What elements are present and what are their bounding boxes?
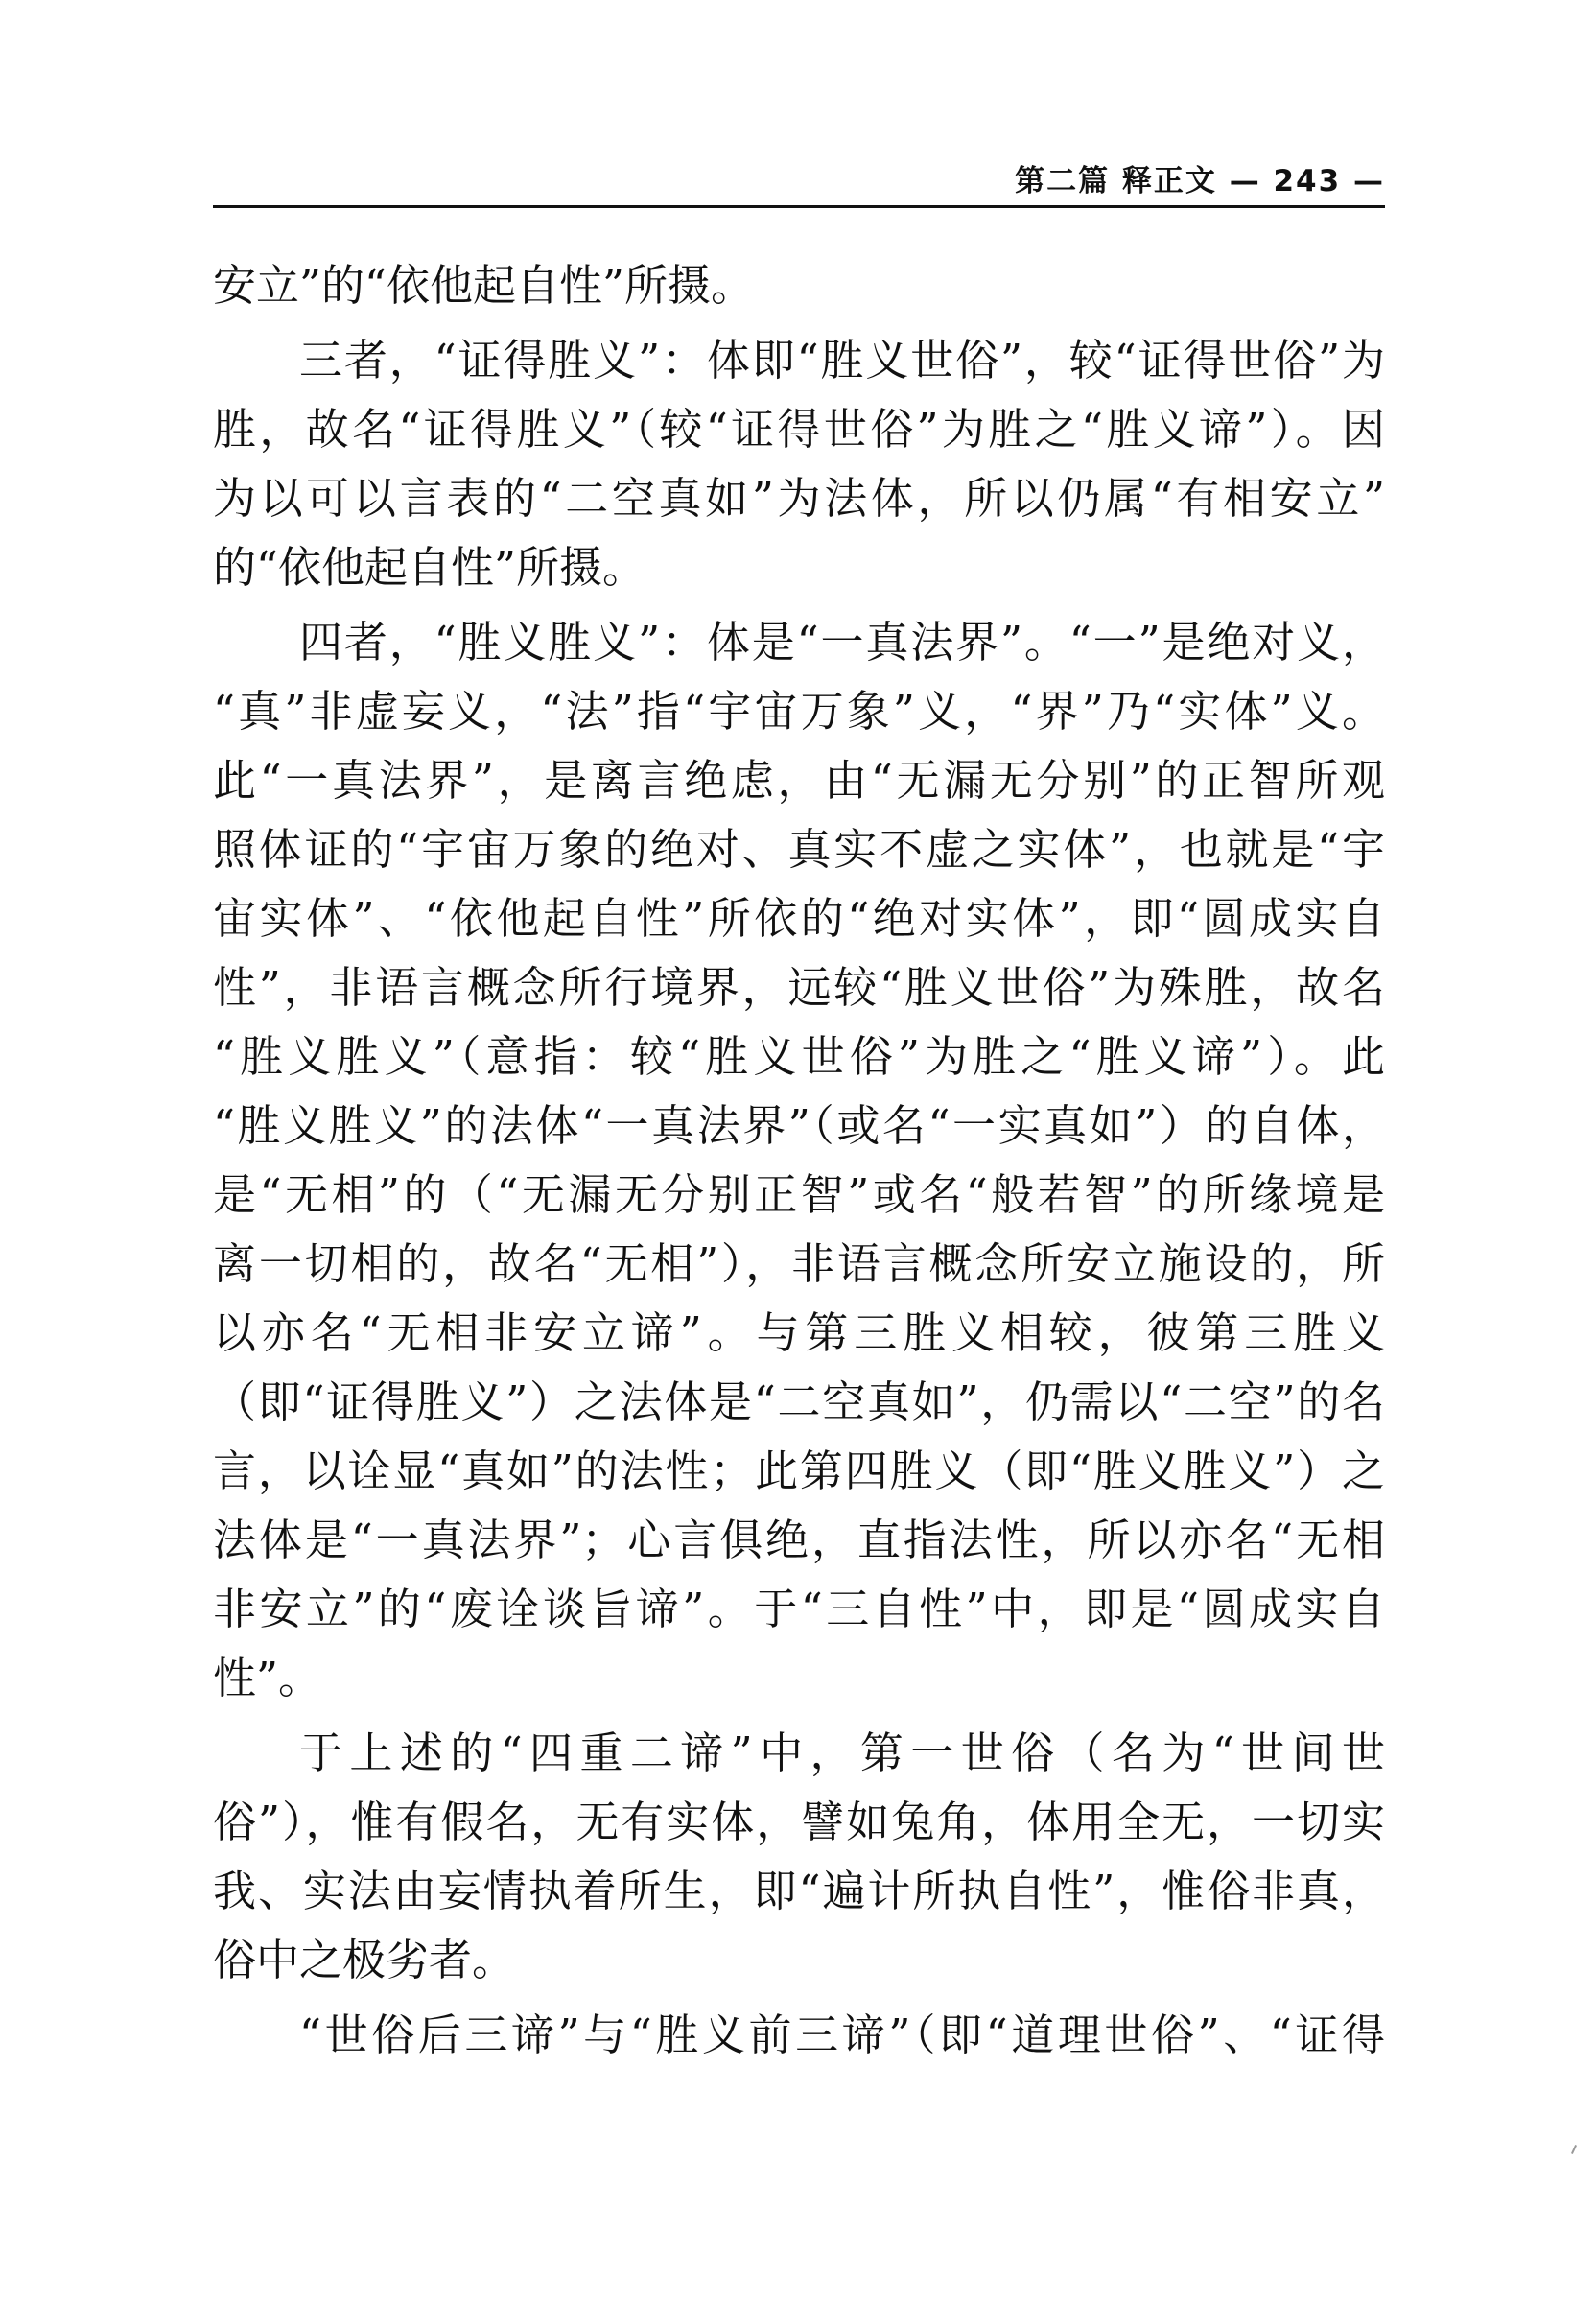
text-line: 四者，“胜义胜义”：体是“一真法界”。“一”是绝对义， [299, 617, 1385, 668]
text-line: 我、实法由妄情执着所生，即“遍计所执自性”，惟俗非真， [213, 1866, 1385, 1916]
text-line: 是“无相”的（“无漏无分别正智”或名“般若智”的所缘境是 [213, 1169, 1385, 1220]
text-line: 此“一真法界”，是离言绝虑，由“无漏无分别”的正智所观 [213, 755, 1385, 806]
scan-speck [1571, 2145, 1577, 2154]
text-line: 言，以诠显“真如”的法性；此第四胜义（即“胜义胜义”）之 [213, 1445, 1385, 1496]
text-line: 的“依他起自性”所摄。 [213, 542, 646, 593]
text-line: 照体证的“宇宙万象的绝对、真实不虚之实体”，也就是“宇 [213, 824, 1385, 875]
text-line: 以亦名“无相非安立谛”。与第三胜义相较，彼第三胜义 [213, 1307, 1385, 1358]
text-line: 性”，非语言概念所行境界，远较“胜义世俗”为殊胜，故名 [213, 962, 1385, 1013]
text-line: 俗”），惟有假名，无有实体，譬如兔角，体用全无，一切实 [213, 1796, 1385, 1847]
text-line: 为以可以言表的“二空真如”为法体，所以仍属“有相安立” [213, 473, 1385, 524]
text-line: 宙实体”、“依他起自性”所依的“绝对实体”，即“圆成实自 [213, 893, 1385, 944]
text-line: “胜义胜义”（意指：较“胜义世俗”为胜之“胜义谛”）。此 [213, 1031, 1385, 1082]
text-line: 性”。 [213, 1653, 322, 1703]
text-line: 法体是“一真法界”；心言俱绝，直指法性，所以亦名“无相 [213, 1514, 1385, 1565]
text-line: “真”非虚妄义，“法”指“宇宙万象”义，“界”乃“实体”义。 [213, 686, 1385, 737]
text-line: 俗中之极劣者。 [213, 1935, 516, 1985]
text-line: 离一切相的，故名“无相”），非语言概念所安立施设的，所 [213, 1238, 1385, 1289]
text-line: 非安立”的“废诠谈旨谛”。于“三自性”中，即是“圆成实自 [213, 1584, 1385, 1634]
text-line: 于上述的“四重二谛”中，第一世俗（名为“世间世 [299, 1727, 1385, 1778]
text-line: （即“证得胜义”）之法体是“二空真如”，仍需以“二空”的名 [213, 1376, 1385, 1427]
text-line: 安立”的“依他起自性”所摄。 [213, 260, 755, 311]
running-head [213, 161, 1385, 208]
text-line: 三者，“证得胜义”：体即“胜义世俗”，较“证得世俗”为 [299, 335, 1385, 386]
text-line: 胜，故名“证得胜义”（较“证得世俗”为胜之“胜义谛”）。因 [213, 404, 1385, 455]
text-line: “世俗后三谛”与“胜义前三谛”（即“道理世俗”、“证得 [299, 2009, 1385, 2060]
text-line: “胜义胜义”的法体“一真法界”（或名“一实真如”）的自体， [213, 1100, 1385, 1151]
running-head-text: 第二篇 释正文 — 243 — [1015, 164, 1385, 199]
body-text [213, 251, 1385, 2070]
